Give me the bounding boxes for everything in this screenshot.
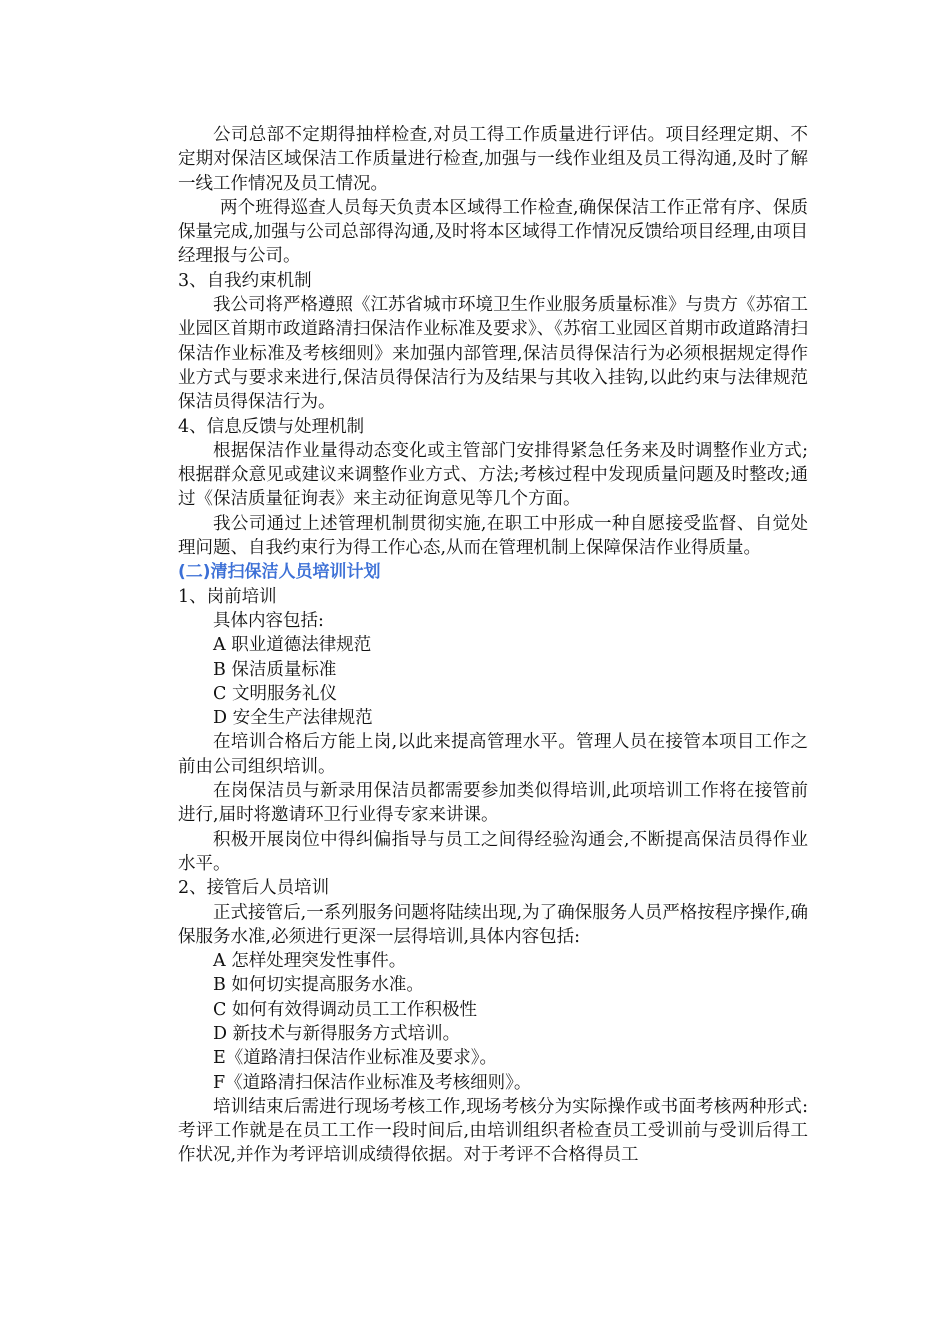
paragraph-inspection: 公司总部不定期得抽样检查,对员工得工作质量进行评估。项目经理定期、不定期对保洁区域保洁工作质量进行检查,加强与一线作业组及员工得沟通,及时了解一线工作情况及员工情况。 xyxy=(178,125,808,194)
heading-post-takeover-training: 2、接管后人员培训 xyxy=(178,878,330,899)
heading-self-discipline: 3、自我约束机制 xyxy=(178,270,312,291)
post-training-item: A 怎样处理突发性事件。 xyxy=(213,951,407,972)
paragraph-management: 我公司通过上述管理机制贯彻实施,在职工中形成一种自愿接受监督、自觉处理问题、自我约束行为得工作心态,从而在管理机制上保障保洁作业得质量。 xyxy=(178,513,808,559)
paragraph-patrol: 两个班得巡查人员每天负责本区域得工作检查,确保保洁工作正常有序、保质保量完成,加强与公司总部得沟通,及时将本区域得工作情况反馈给项目经理,由项目经理报与公司。 xyxy=(178,197,808,267)
document-body xyxy=(178,123,808,1168)
paragraph-assessment: 培训结束后需进行现场考核工作,现场考核分为实际操作或书面考核两种形式:考评工作就是在员工工作一段时间后,由培训组织者检查员工受训前与受训后得工作状况,并作为考评培训成绩得依据。对于考评不合格得员工 xyxy=(178,1096,808,1166)
paragraph-standards: 我公司将严格遵照《江苏省城市环境卫生作业服务质量标准》与贵方《苏宿工业园区首期市政道路清扫保洁作业标准及要求》、《苏宿工业园区首期市政道路清扫保洁作业标准及考核细则》来加强内部管理,保洁员得保洁行为必须根据规定得作业方式与要求来进行,保洁员得保洁行为及结果与其收入挂钩,以此约束与法律规范保洁员得保洁行为。 xyxy=(178,295,808,413)
post-training-item: D 新技术与新得服务方式培训。 xyxy=(213,1023,461,1044)
pre-training-item: C 文明服务礼仪 xyxy=(213,683,337,704)
heading-feedback: 4、信息反馈与处理机制 xyxy=(178,416,365,437)
pre-training-item: A 职业道德法律规范 xyxy=(213,635,372,656)
post-training-item: C 如何有效得调动员工工作积极性 xyxy=(213,999,477,1020)
post-training-item: E《道路清扫保洁作业标准及要求》。 xyxy=(213,1048,498,1069)
post-training-item: F《道路清扫保洁作业标准及考核细则》。 xyxy=(213,1072,532,1093)
pre-training-item: B 保洁质量标准 xyxy=(213,659,337,680)
paragraph-new-staff: 在岗保洁员与新录用保洁员都需要参加类似得培训,此项培训工作将在接管前进行,届时将邀请环卫行业得专家来讲课。 xyxy=(178,781,808,826)
post-training-item: B 如何切实提高服务水准。 xyxy=(213,975,424,996)
section-heading-training: (二)清扫保洁人员培训计划 xyxy=(178,562,381,583)
paragraph-experience-sharing: 积极开展岗位中得纠偏指导与员工之间得经验沟通会,不断提高保洁员得作业水平。 xyxy=(178,829,808,874)
pre-training-intro: 具体内容包括: xyxy=(213,610,324,631)
pre-training-item: D 安全生产法律规范 xyxy=(213,708,373,729)
paragraph-adjustment: 根据保洁作业量得动态变化或主管部门安排得紧急任务来及时调整作业方式;根据群众意见或建议来调整作业方式、方法;考核过程中发现质量问题及时整改;通过《保洁质量征询表》来主动征询意见等几个方面。 xyxy=(178,440,808,510)
heading-pre-job-training: 1、岗前培训 xyxy=(178,586,277,607)
paragraph-qualification: 在培训合格后方能上岗,以此来提高管理水平。管理人员在接管本项目工作之前由公司组织培训。 xyxy=(178,732,808,777)
paragraph-takeover: 正式接管后,一系列服务问题将陆续出现,为了确保服务人员严格按程序操作,确保服务水准,必须进行更深一层得培训,具体内容包括: xyxy=(178,902,808,947)
